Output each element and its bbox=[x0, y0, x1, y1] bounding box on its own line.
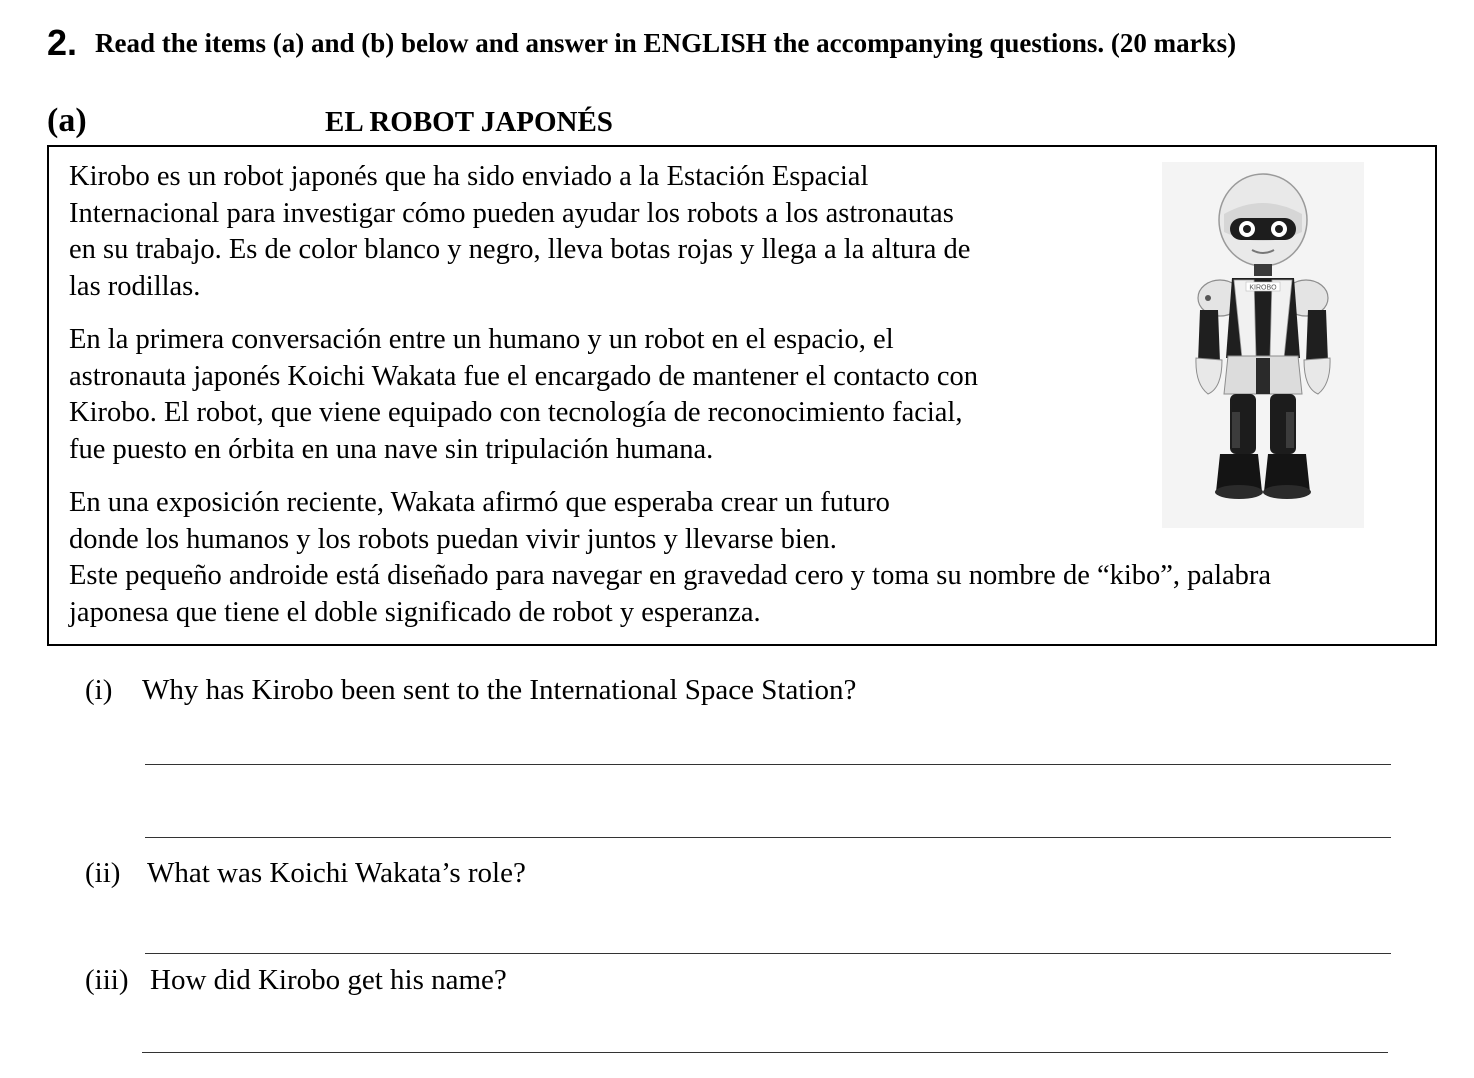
passage-line: En la primera conversación entre un humano y un robot en el espacio, el bbox=[69, 324, 894, 355]
passage-line: Kirobo. El robot, que viene equipado con tecnología de reconocimiento facial, bbox=[69, 397, 963, 428]
question-instruction: Read the items (a) and (b) below and answer in ENGLISH the accompanying questions. (20 marks) bbox=[95, 28, 1237, 58]
question-number: (iii) bbox=[85, 964, 129, 996]
question-iii bbox=[85, 964, 507, 997]
answer-line[interactable] bbox=[145, 953, 1391, 954]
passage-title: EL ROBOT JAPONÉS bbox=[325, 106, 613, 138]
passage-line: en su trabajo. Es de color blanco y negro, lleva botas rojas y llega a la altura de bbox=[69, 234, 971, 265]
passage-line: Internacional para investigar cómo pueden ayudar los robots a los astronautas bbox=[69, 197, 954, 229]
passage-paragraph-1 bbox=[69, 159, 970, 305]
passage-box bbox=[47, 145, 1437, 646]
kirobo-robot-image bbox=[1162, 162, 1364, 528]
answer-line[interactable] bbox=[142, 1052, 1388, 1053]
passage-line: En una exposición reciente, Wakata afirmó que esperaba crear un futuro bbox=[69, 487, 890, 518]
passage-paragraph-2 bbox=[69, 322, 978, 468]
item-label: (a) bbox=[47, 102, 87, 139]
passage-paragraph-3 bbox=[69, 485, 1271, 631]
answer-line[interactable] bbox=[145, 837, 1391, 838]
question-ii bbox=[85, 857, 526, 890]
question-heading bbox=[47, 22, 1236, 64]
passage-line: astronauta japonés Koichi Wakata fue el encargado de mantener el contacto con bbox=[69, 360, 979, 392]
question-text: Why has Kirobo been sent to the International Space Station? bbox=[142, 674, 857, 706]
question-number: 2. bbox=[47, 22, 78, 63]
passage-line: fue puesto en órbita en una nave sin tripulación humana. bbox=[69, 433, 714, 465]
question-number: (i) bbox=[85, 674, 113, 706]
answer-line[interactable] bbox=[145, 764, 1391, 765]
passage-line: las rodillas. bbox=[69, 270, 201, 302]
robot-illustration bbox=[1162, 162, 1364, 528]
chest-label: KIROBO bbox=[1249, 284, 1277, 292]
passage-line: donde los humanos y los robots puedan vivir juntos y llevarse bien. bbox=[69, 523, 837, 555]
passage-line: Este pequeño androide está diseñado para navegar en gravedad cero y toma su nombre de “kibo”, palabra bbox=[69, 560, 1272, 591]
question-text: What was Koichi Wakata’s role? bbox=[147, 857, 526, 889]
question-number: (ii) bbox=[85, 857, 121, 889]
question-text: How did Kirobo get his name? bbox=[150, 964, 507, 996]
passage-line: japonesa que tiene el doble significado de robot y esperanza. bbox=[69, 596, 761, 628]
passage-line: Kirobo es un robot japonés que ha sido enviado a la Estación Espacial bbox=[69, 161, 869, 192]
question-i bbox=[85, 674, 856, 707]
